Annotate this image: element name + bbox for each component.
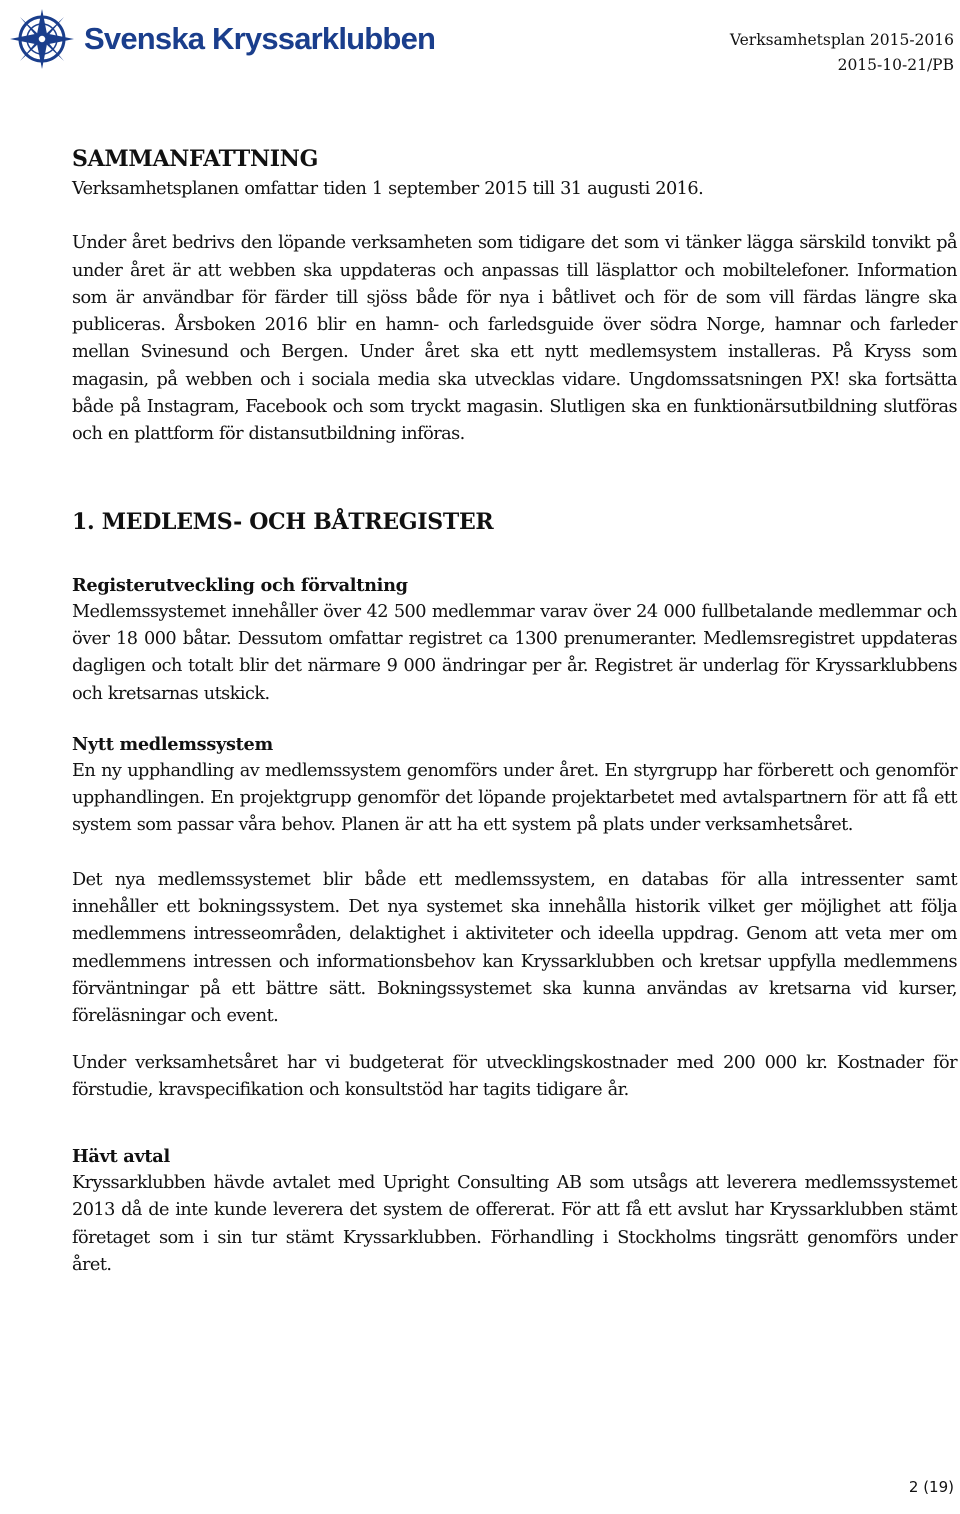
brand-name: Svenska Kryssarklubben (84, 21, 436, 56)
registerutveckling-heading: Registerutveckling och förvaltning (72, 574, 408, 596)
document-body (72, 142, 957, 1279)
compass-rose-icon (8, 6, 76, 72)
document-reference: 2015-10-21/PB (837, 56, 954, 74)
nytt-medlemssystem-paragraph-1: En ny upphandling av medlemssystem genomförs under året. En styrgrupp har förberett och genomför upphandlingen. En projektgrupp genomför det löpande projektarbetet med avtalspartnern för att få ett system som passar våra behov. Planen är att ha ett system på plats under verksamhetsåret. (72, 760, 957, 836)
registerutveckling-paragraph: Medlemssystemet innehåller över 42 500 medlemmar varav över 24 000 fullbetalande medlemmar och över 18 000 båtar. Dessutom omfattar registret ca 1300 prenumeranter. Medlemsregistret uppdateras dagligen och totalt blir det närmare 9 000 ändringar per år. Registret är underlag för Kryssarklubbens och kretsarnas utskick. (72, 601, 957, 704)
document-title: Verksamhetsplan 2015-2016 (729, 31, 954, 49)
page-header (0, 0, 960, 80)
havt-avtal-heading: Hävt avtal (72, 1146, 170, 1168)
summary-heading: SAMMANFATTNING (72, 146, 319, 172)
logo (8, 6, 448, 72)
summary-paragraph-1: Verksamhetsplanen omfattar tiden 1 september 2015 till 31 augusti 2016. (72, 179, 704, 199)
header-meta (730, 28, 954, 78)
summary-paragraph-2: Under året bedrivs den löpande verksamheten som tidigare det som vi tänker lägga särskild tonvikt på under året är att webben ska uppdateras och anpassas till läsplattor och mobiltelefoner. Information som är användbar för färder till sjöss både för nya i båtlivet och för de som vill färdas längre ska publiceras. Årsboken 2016 blir en hamn- och farledsguide över södra Norge, hamnar och farleder mellan Svinesund och Bergen. Under året ska ett nytt medlemsystem installeras. På Kryss som magasin, på webben och i sociala media ska utvecklas vidare. Ungdomssatsningen PX! ska fortsätta både på Instagram, Facebook och som tryckt magasin. Slutligen ska en funktionärsutbildning slutföras och en plattform för distansutbildning införas. (72, 233, 957, 445)
nytt-medlemssystem-paragraph-2: Det nya medlemssystemet blir både ett medlemssystem, en databas för alla intressenter samt innehåller ett bokningssystem. Det nya systemet ska innehålla historik vilket ger möjlighet att följa medlemmens intresseområden, delaktighet i aktiviteter och ideella uppdrag. Genom att veta mer om medlemmens intressen och informationsbehov kan Kryssarklubben och kretsar uppfylla medlemmens förväntningar på ett bättre sätt. Bokningssystemet ska kunna användas av kretsarna vid kurser, föreläsningar och event. (72, 869, 957, 1027)
section-1-heading: 1. MEDLEMS- OCH BÅTREGISTER (72, 508, 494, 535)
nytt-medlemssystem-heading: Nytt medlemssystem (72, 733, 273, 755)
page-number: 2 (19) (908, 1478, 954, 1496)
nytt-medlemssystem-paragraph-3: Under verksamhetsåret har vi budgeterat för utvecklingskostnader med 200 000 kr. Kostnader för förstudie, kravspecifikation och konsultstöd har tagits tidigare år. (72, 1052, 957, 1100)
havt-avtal-paragraph: Kryssarklubben hävde avtalet med Upright Consulting AB som utsågs att leverera medlemssystemet 2013 då de inte kunde leverera det system de offererat. För att få ett avslut har Kryssarklubben stämt företaget som i sin tur stämt Kryssarklubben. Förhandling i Stockholms tingsrätt genomförs under året. (72, 1173, 957, 1276)
